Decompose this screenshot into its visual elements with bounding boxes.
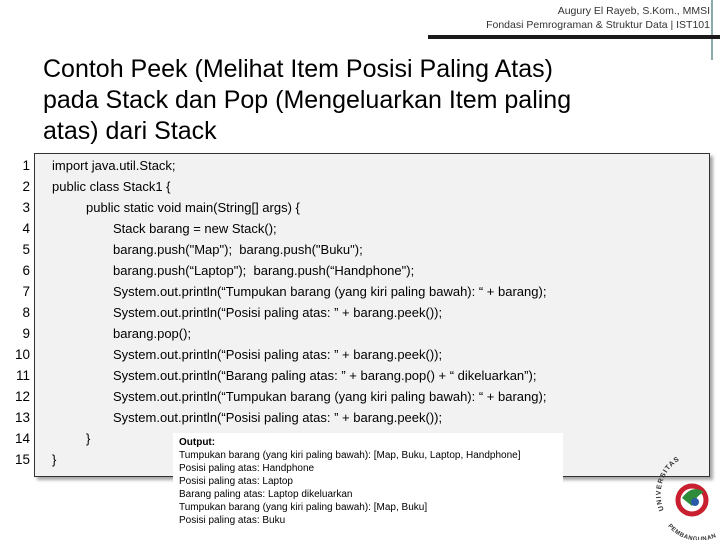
title-line-1: Contoh Peek (Melihat Item Posisi Paling Atas): [43, 55, 553, 83]
code-line: barang.push(“Laptop"); barang.push(“Handphone");: [113, 263, 415, 278]
line-number: 2: [22, 179, 30, 194]
logo-text-bottom: PEMBANGUNAN: [666, 523, 718, 540]
line-number: 6: [22, 263, 30, 278]
output-box: [173, 433, 563, 538]
line-number: 14: [14, 431, 30, 446]
code-line: System.out.println(“Barang paling atas: ” + barang.pop() + “ dikeluarkan”);: [113, 368, 537, 383]
title-line-2: pada Stack dan Pop (Mengeluarkan Item paling: [43, 86, 572, 114]
university-logo-icon: [652, 440, 720, 540]
output-line: Tumpukan barang (yang kiri paling bawah): [Map, Buku]: [179, 502, 428, 513]
slide-header: [486, 4, 710, 32]
code-line: }: [86, 431, 91, 446]
line-number: 3: [22, 200, 30, 215]
code-line: System.out.println(“Tumpukan barang (yang kiri paling bawah): “ + barang);: [113, 284, 547, 299]
line-number: 4: [22, 221, 30, 236]
code-line: barang.pop();: [113, 326, 192, 341]
line-number: 7: [22, 284, 30, 299]
line-number: 15: [14, 452, 30, 467]
code-line: System.out.println(“Posisi paling atas: ” + barang.peek());: [113, 347, 443, 362]
output-line: Posisi paling atas: Buku: [179, 515, 286, 526]
code-line: System.out.println(“Tumpukan barang (yang kiri paling bawah): “ + barang);: [113, 389, 547, 404]
university-logo: [652, 440, 720, 540]
course-name: Fondasi Pemrograman & Struktur Data | IST101: [486, 19, 710, 31]
code-line: System.out.println(“Posisi paling atas: ” + barang.peek());: [113, 410, 443, 425]
output-line: Barang paling atas: Laptop dikeluarkan: [179, 489, 353, 500]
output-line: Posisi paling atas: Handphone: [179, 463, 315, 474]
logo-blue-dot: [691, 498, 699, 506]
header-accent-bar: [711, 0, 713, 60]
line-number: 9: [22, 326, 30, 341]
header-rule: [428, 35, 720, 39]
line-number: 10: [14, 347, 30, 362]
code-line: barang.push("Map"); barang.push("Buku");: [113, 242, 363, 257]
output-line: Posisi paling atas: Laptop: [179, 476, 293, 487]
line-number: 5: [22, 242, 30, 257]
code-line: import java.util.Stack;: [52, 158, 176, 173]
output-title: Output:: [179, 437, 216, 448]
code-line: public class Stack1 {: [52, 179, 171, 194]
output-line: Tumpukan barang (yang kiri paling bawah): [Map, Buku, Laptop, Handphone]: [179, 450, 521, 461]
line-number: 1: [22, 158, 30, 173]
code-line: public static void main(String[] args) {: [86, 200, 300, 215]
line-number: 13: [14, 410, 30, 425]
line-number: 12: [14, 389, 30, 404]
line-number: 11: [15, 368, 30, 383]
line-number: 8: [22, 305, 30, 320]
logo-text-top: UNIVERSITAS: [655, 455, 682, 512]
author-name: Augury El Rayeb, S.Kom., MMSI: [557, 5, 710, 17]
slide-title: [43, 54, 683, 147]
code-line: System.out.println(“Posisi paling atas: ” + barang.peek());: [113, 305, 443, 320]
title-line-3: atas) dari Stack: [43, 117, 217, 145]
code-line: }: [52, 452, 57, 467]
code-line: Stack barang = new Stack();: [113, 221, 277, 236]
